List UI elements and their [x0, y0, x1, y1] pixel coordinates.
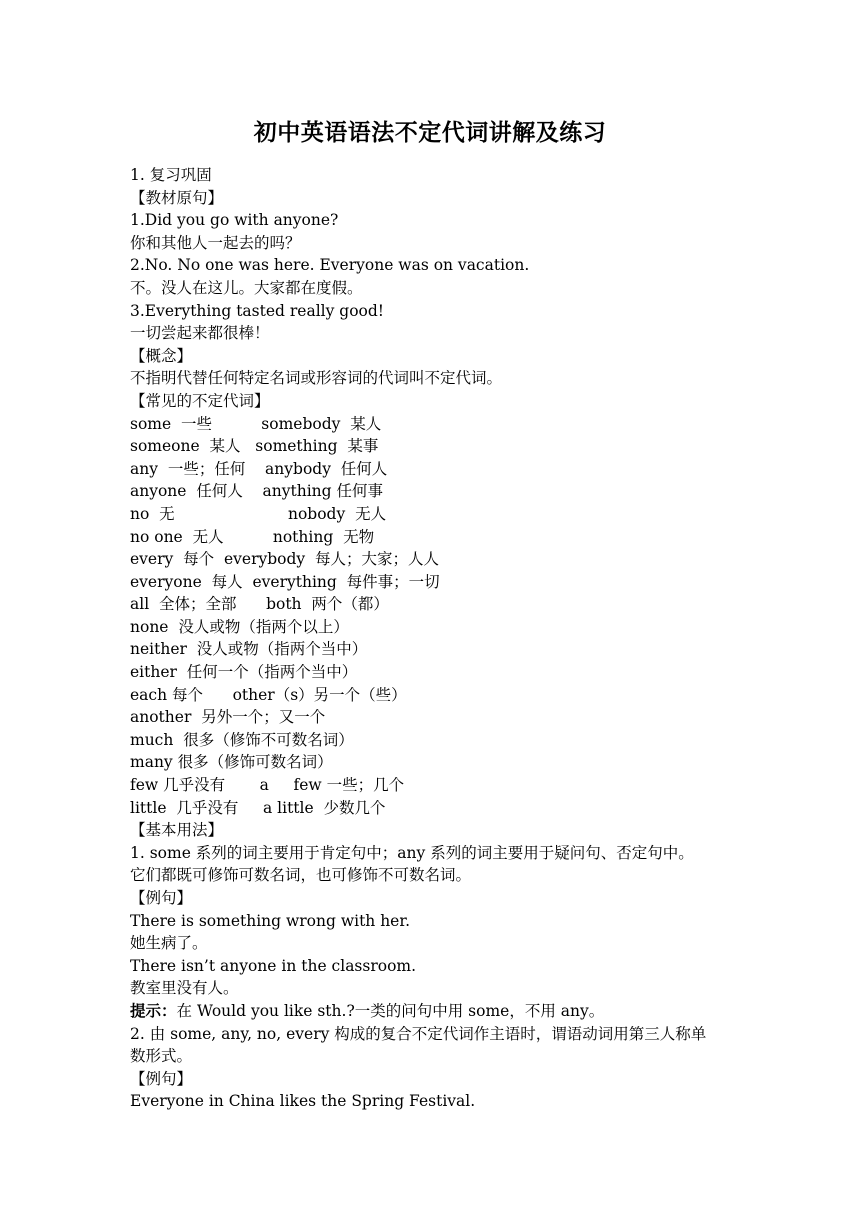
- subheading-examples: 【例句】: [130, 1069, 193, 1088]
- document-body: [130, 164, 735, 1113]
- pronoun-row: much 很多（修饰不可数名词）: [130, 730, 354, 749]
- example-sentence-zh: 她生病了。: [130, 934, 208, 953]
- pronoun-row: few 几乎没有 a few 一些；几个: [130, 776, 405, 795]
- pronoun-row: no 无 nobody 无人: [130, 504, 387, 523]
- page-title: 初中英语语法不定代词讲解及练习: [253, 120, 607, 146]
- usage-rule-text: 1. some 系列的词主要用于肯定句中；any 系列的词主要用于疑问句、否定句中。: [130, 843, 694, 862]
- tip-line: [130, 1000, 735, 1023]
- usage-rule-text: 数形式。: [130, 1047, 193, 1066]
- pronoun-row: someone 某人 something 某事: [130, 437, 379, 456]
- subheading-examples: 【例句】: [130, 889, 193, 907]
- pronoun-row: some 一些 somebody 某人: [130, 414, 382, 433]
- example-sentence-en: There isn’t anyone in the classroom.: [130, 956, 417, 975]
- subheading-textbook: 【教材原句】: [130, 188, 224, 207]
- pronoun-row: none 没人或物（指两个以上）: [130, 617, 349, 636]
- example-sentence-en: 1.Did you go with anyone?: [130, 211, 339, 230]
- pronoun-row: either 任何一个（指两个当中）: [130, 663, 358, 682]
- example-sentence-en: There is something wrong with her.: [130, 911, 410, 930]
- pronoun-row: another 另外一个；又一个: [130, 708, 326, 727]
- example-sentence-zh: 一切尝起来都很棒！: [130, 324, 270, 343]
- pronoun-row: every 每个 everybody 每人；大家；人人: [130, 550, 440, 569]
- usage-rule-text: 2. 由 some, any, no, every 构成的复合不定代词作主语时，谓语动词用第三人称单: [130, 1024, 707, 1043]
- tip-label: 提示：: [130, 1000, 177, 1020]
- pronoun-row: many 很多（修饰可数名词）: [130, 753, 333, 772]
- example-sentence-en: 2.No. No one was here. Everyone was on vacation.: [130, 256, 530, 275]
- subheading-common-pronouns: 【常见的不定代词】: [130, 391, 270, 410]
- pronoun-row: neither 没人或物（指两个当中）: [130, 640, 368, 659]
- pronoun-row: anyone 任何人 anything 任何事: [130, 482, 384, 501]
- pronoun-row: any 一些；任何 anybody 任何人: [130, 459, 388, 478]
- usage-rule-text: 它们都既可修饰可数名词，也可修饰不可数名词。: [130, 866, 472, 885]
- pronoun-row: each 每个 other（s）另一个（些）: [130, 685, 407, 704]
- pronoun-row: all 全体；全部 both 两个（都）: [130, 595, 389, 614]
- example-sentence-zh: 你和其他人一起去的吗？: [130, 233, 301, 252]
- pronoun-row: little 几乎没有 a little 少数几个: [130, 798, 386, 817]
- example-sentence-zh: 不。没人在这儿。大家都在度假。: [130, 278, 363, 297]
- concept-text: 不指明代替任何特定名词或形容词的代词叫不定代词。: [130, 369, 503, 388]
- section-heading: 1. 复习巩固: [130, 166, 212, 184]
- subheading-concept: 【概念】: [130, 346, 193, 365]
- example-sentence-en: 3.Everything tasted really good!: [130, 301, 385, 320]
- subheading-basic-usage: 【基本用法】: [130, 821, 224, 840]
- tip-text: 在 Would you like sth.?一类的问句中用 some，不用 any。: [176, 1001, 605, 1020]
- example-sentence-en: Everyone in China likes the Spring Festival.: [130, 1092, 476, 1111]
- pronoun-row: no one 无人 nothing 无物: [130, 527, 375, 546]
- example-sentence-zh: 教室里没有人。: [130, 979, 239, 998]
- pronoun-row: everyone 每人 everything 每件事；一切: [130, 572, 440, 591]
